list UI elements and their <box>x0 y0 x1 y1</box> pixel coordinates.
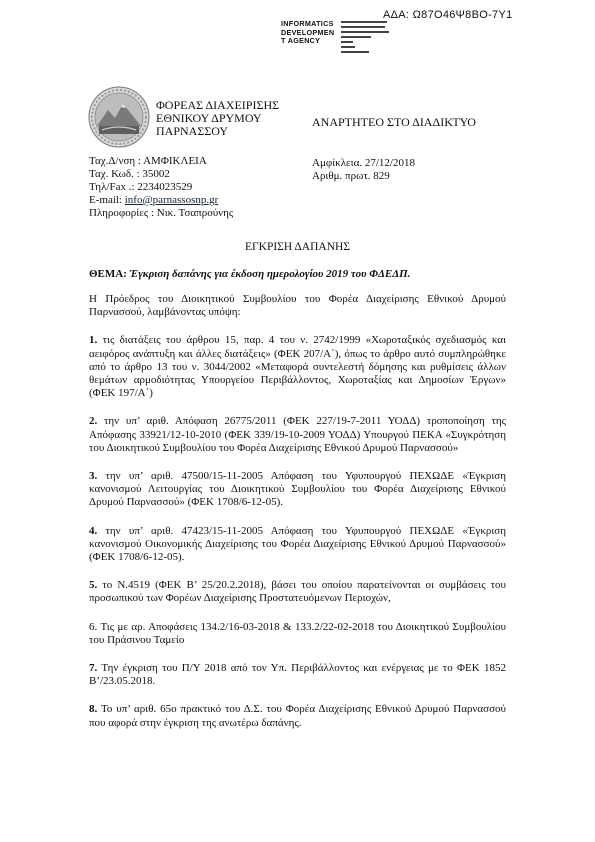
item-number: 1. <box>89 334 98 347</box>
org-line: ΕΘΝΙΚΟΥ ΔΡΥΜΟΥ <box>156 111 262 125</box>
item-text: την υπ’ αριθ. 47500/15-11-2005 Απόφαση του Υφυπουργού ΠΕΧΩΔΕ «Έγκριση κανονισμού Λειτουργίας του Διοικητικού Συμβουλίου του Φορέα Διαχείρισης Εθνικού Δρυμού Παρνασσού» (ΦΕΚ 1708/6-12-05). <box>89 470 506 509</box>
item-number: 8. <box>89 703 98 716</box>
posting-note: ΑΝΑΡΤΗΤΕΟ ΣΤΟ ΔΙΑΔΙΚΤΥΟ <box>312 115 476 129</box>
intro-paragraph: Η Πρόεδρος του Διοικητικού Συμβουλίου του Φορέα Διαχείρισης Εθνικού Δρυμού Παρνασσού, λαμβάνοντας υπόψη: <box>89 293 506 319</box>
list-item <box>89 579 506 605</box>
email-row <box>89 194 233 207</box>
contact-block <box>89 155 233 220</box>
organization-name <box>156 99 296 138</box>
list-item <box>89 621 506 647</box>
item-number: 6. <box>89 620 98 633</box>
item-text: Το υπ’ αριθ. 65ο πρακτικό του Δ.Σ. του Φορέα Διαχείρισης Εθνικού Δρυμού Παρνασσού που αφορά στην έγκριση της ανωτέρω δαπάνης. <box>89 703 506 729</box>
email-link[interactable]: info@parnassosnp.gr <box>124 194 219 206</box>
item-number: 2. <box>89 415 98 428</box>
ada-code: ΑΔΑ: Ω87Ο46Ψ8ΒΟ-7Υ1 <box>383 9 513 21</box>
org-line: ΦΟΡΕΑΣ ΔΙΑΧΕΙΡΙΣΗΣ <box>156 98 280 112</box>
list-item <box>89 703 506 729</box>
item-text: την υπ’ αριθ. 47423/15-11-2005 Απόφαση του Υφυπουργού ΠΕΧΩΔΕ «Έγκριση κανονισμού Οικονομικής Διαχείρισης του Φορέα Διαχείρισης Εθνικού Δρυμού Παρνασσού» (ΦΕΚ 1708/6-12-05). <box>89 524 506 564</box>
item-text: την υπ’ αριθ. Απόφαση 26775/2011 (ΦΕΚ 227/19-7-2011 ΥΟΔΔ) τροποποίηση της Απόφασης 33921/12-10-2010 (ΦΕΚ 339/19-10-2009 ΥΟΔΔ) Υπουργού ΠΕΚΑ «Συγκρότηση του Διοικητικού Συμβουλίου του Φορέα Διαχείρισης Εθνικού Δρυμού Παρνασσού» <box>89 415 506 454</box>
agency-logo-fineprint <box>341 20 389 56</box>
subject-text: Έγκριση δαπάνης για έκδοση ημερολογίου 2019 του ΦΔΕΔΠ. <box>129 268 411 280</box>
item-text: Την έγκριση του Π/Υ 2018 από τον Υπ. Περιβάλλοντος και ενέργειας με το ΦΕΚ 1852 Β’/23.05.2018. <box>89 662 506 688</box>
agency-logo-text <box>281 20 334 46</box>
item-text: Τις με αρ. Αποφάσεις 134.2/16-03-2018 & 133.2/22-02-2018 του Διοικητικού Συμβουλίου του Πράσινου Ταμείο <box>89 620 506 646</box>
item-number: 4. <box>89 524 98 537</box>
protocol-number: Αριθμ. πρωτ. 829 <box>312 170 390 182</box>
list-item <box>89 470 506 510</box>
agency-line: T AGENCY <box>281 36 321 46</box>
phone: Τηλ/Fax .: 2234023529 <box>89 181 193 193</box>
address: Ταχ.Δ/νση : ΑΜΦΙΚΛΕΙΑ <box>89 155 207 167</box>
document-body <box>89 293 506 745</box>
item-text: το Ν.4519 (ΦΕΚ Β’ 25/20.2.2018), βάσει του οποίου παρατείνονται οι συμβάσεις του προσωπικού των Φορέων Διαχείρισης Προστατευόμενων Περιοχών, <box>89 579 506 605</box>
agency-line: INFORMATICS <box>281 19 334 28</box>
org-line: ΠΑΡΝΑΣΣΟΥ <box>156 124 229 138</box>
list-item <box>89 525 506 565</box>
agency-line: DEVELOPMEN <box>281 27 335 37</box>
item-number: 7. <box>89 662 98 675</box>
place-date: Αμφίκλεια. 27/12/2018 <box>312 157 415 169</box>
list-item <box>89 662 506 688</box>
email-label: E-mail: <box>89 194 125 206</box>
list-item <box>89 334 506 400</box>
subject-line: ΘΕΜΑ: Έγκριση δαπάνης για έκδοση ημερολογίου 2019 του ΦΔΕΔΠ. <box>89 268 411 280</box>
document-title: ΕΓΚΡΙΣΗ ΔΑΠΑΝΗΣ <box>244 241 351 253</box>
item-text: τις διατάξεις του άρθρου 15, παρ. 4 του ν. 2742/1999 «Χωροταξικός σχεδιασμός και αειφόρος ανάπτυξη και άλλες διατάξεις» (ΦΕΚ 207/Α΄), όπως το άρθρο αυτό συμπληρώθηκε από το άρθρο 13 του ν. 3044/2002 «Μεταφορά συντελεστή δόμησης και ρυθμίσεις άλλων θεμάτων αρμοδιότητας Υπουργείου Περιβάλλοντος, Χωροταξίας και Δημοσίων Έργων» (ΦΕΚ 197/Α΄) <box>89 334 507 400</box>
park-seal-icon <box>88 86 150 148</box>
postal-code: Ταχ. Κωδ. : 35002 <box>89 168 170 180</box>
document-meta <box>312 157 415 183</box>
subject-label: ΘΕΜΑ <box>89 268 124 280</box>
item-number: 3. <box>89 470 98 483</box>
info-contact: Πληροφορίες : Νικ. Τσαπρούνης <box>89 207 234 219</box>
list-item <box>89 415 506 455</box>
item-number: 5. <box>89 579 98 592</box>
